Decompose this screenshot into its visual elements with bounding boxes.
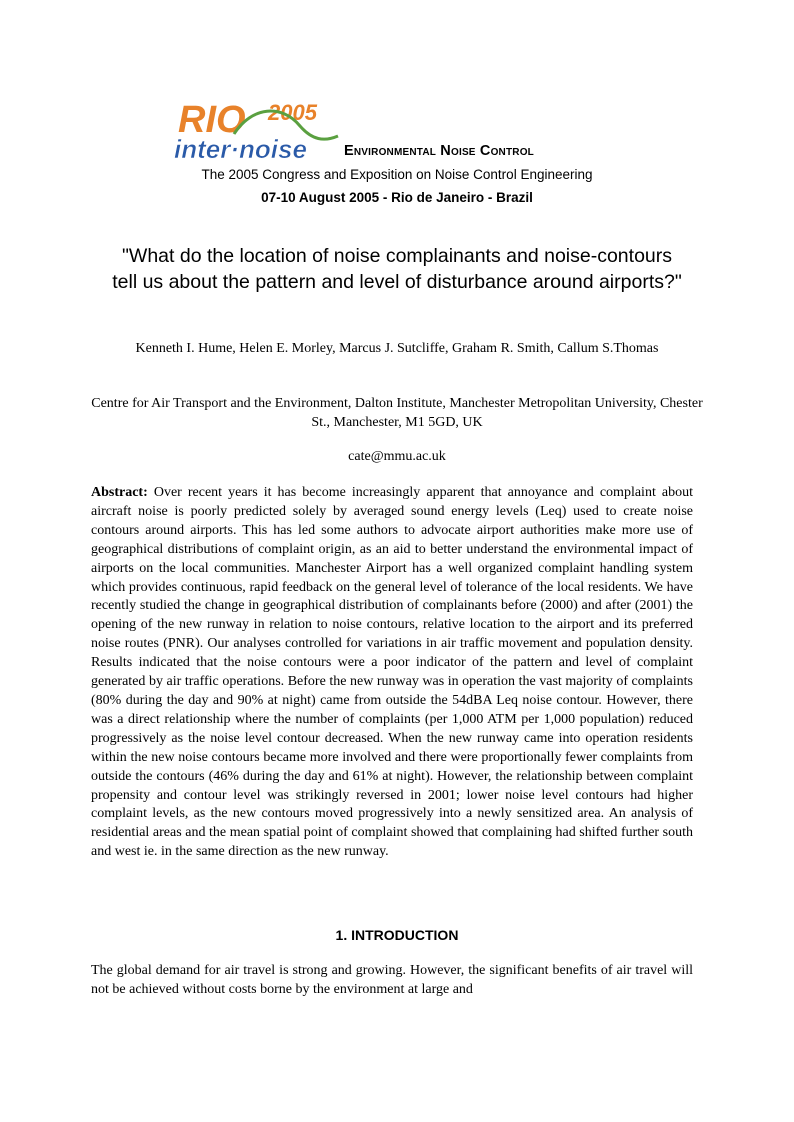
abstract — [91, 484, 693, 862]
date-location: 07-10 August 2005 - Rio de Janeiro - Brazil — [261, 190, 533, 205]
paper-title: "What do the location of noise complainants and noise-contours tell us about the pattern and level of disturbance around airports?" — [112, 245, 682, 293]
internoise-logo-icon — [172, 98, 342, 162]
abstract-label: Abstract: — [91, 485, 148, 500]
congress-title: The 2005 Congress and Exposition on Noise Control Engineering — [201, 167, 593, 182]
email: cate@mmu.ac.uk — [348, 449, 446, 464]
affiliation: Centre for Air Transport and the Environment, Dalton Institute, Manchester Metropolitan University, Chester St., Manchester, M1 5GD, UK — [91, 396, 703, 430]
logo-internoise: inter·noise — [174, 134, 307, 162]
logo-year: 2005 — [268, 100, 317, 125]
logo-rio: RIO — [178, 99, 246, 141]
abstract-text: Over recent years it has become increasingly apparent that annoyance and complaint about aircraft noise is poorly predicted solely by averaged sound energy levels (Leq) used to create noise contours around airports. This has led some authors to advocate airport authorities make more use of geographical distributions of complaint origin, as an aid to better understand the environmental impact of airports on the local communities. Manchester Airport has a well organized complaint handling system which provides continuous, rapid feedback on the general level of tolerance of the local residents. We have recently studied the change in geographical distribution of complainants before (2000) and after (2001) the opening of the new runway in relation to noise contours, relative location to the airport and its preferred noise routes (PNR). Our analyses controlled for variations in air traffic movement and population density. Results indicated that the noise contours were a poor indicator of the pattern and level of complaint generated by air traffic operations. Before the new runway was in operation the vast majority of complaints (80% during the day and 90% at night) came from outside the 54dBA Leq noise contour. However, there was a direct relationship where the number of complaints (per 1,000 ATM per 1,000 population) reduced progressively as the noise level contour decreased. When the new runway came into operation residents within the new noise contours became more involved and there were proportionally fewer complaints from outside the contours (46% during the day and 61% at night). However, the relationship between complaint propensity and contour level was strikingly reversed in 2001; lower noise level contours had higher complaint levels, as the new contours moved progressively into a newly sensitized area. An analysis of residential areas and the mean spatial point of complaint showed that complaining had shifted further south and west ie. in the same direction as the new runway. — [91, 485, 693, 860]
section-heading: 1. INTRODUCTION — [335, 927, 459, 943]
authors: Kenneth I. Hume, Helen E. Morley, Marcus J. Sutcliffe, Graham R. Smith, Callum S.Thomas — [135, 341, 659, 356]
conference-theme: Environmental Noise Control — [344, 143, 534, 159]
intro-paragraph: The global demand for air travel is strong and growing. However, the significant benefits of air travel will not be achieved without costs borne by the environment at large and — [91, 963, 693, 997]
